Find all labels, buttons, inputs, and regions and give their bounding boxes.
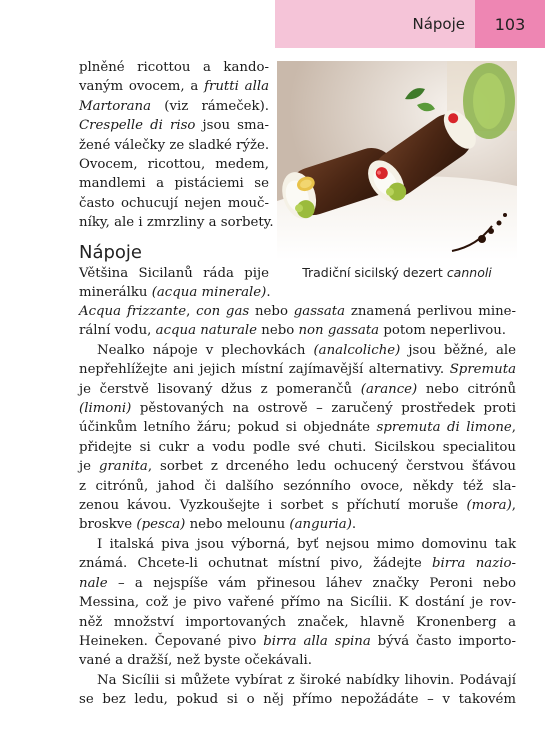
text-line: nepřehlížejte ani jejich místní zajímavější alternativy. Spremuta [79,362,516,378]
text-line: Heineken. Čepované pivo birra alla spina bývá často importo- [79,633,516,649]
text-line: minerálku (acqua minerale). [79,285,271,301]
section-heading: Nápoje [79,242,143,263]
intro-text [79,264,269,303]
text-line: je čerstvě lisovaný džus z pomerančů (arance) nebo citrónů [79,381,517,397]
text-line: (limoni) pěstovaných na ostrově – zaručený prostředek proti [79,401,516,417]
text-line: Martorana (viz rámeček). [79,98,269,114]
text-line: účinkům letního žáru; pokud si objednáte spremuta di limone, [79,420,516,436]
text-line: Nealko nápoje v plechovkách (analcoliche) jsou běžné, ale [97,342,517,358]
text-line: plněné ricottou a kando- [79,60,269,75]
text-line: přidejte si cukr a vodu podle své chuti. Sicilskou specialitou [79,439,516,455]
main-text [79,302,516,710]
paragraph [79,341,516,535]
text-line: broskve (pesca) nebo melounu (anguria). [79,517,357,533]
text-line: žené válečky ze sladké rýže. [79,137,270,153]
text-line: níky, ale i zmrzliny a sorbety. [79,215,274,231]
text-line: Ovocem, ricottou, medem, [79,157,269,173]
section-title: Nápoje [275,0,475,48]
text-line: vaným ovocem, a frutti alla [79,79,270,95]
text-line: Crespelle di riso jsou sma- [79,118,269,134]
paragraph [79,302,516,341]
text-line: mandlemi a pistáciemi se [79,176,269,192]
left-column-text [79,58,274,233]
text-line: známá. Chcete-li ochutnat místní pivo, žádejte birra nazio- [79,556,516,572]
cannoli-photo [277,61,517,260]
photo-caption: Tradiční sicilský dezert cannoli [302,265,492,280]
paragraph [79,535,516,671]
text-line: nale – a nejspíše vám přinesou láhev značky Peroni nebo [79,575,516,591]
page-header [275,0,545,48]
text-line: Na Sicílii si můžete vybírat z široké nabídky lihovin. Podávají [97,672,516,688]
paragraph [79,671,516,710]
text-line: často ochucují nejen mouč- [79,195,269,211]
text-line: zenou kávou. Vyzkoušejte i sorbet s příchutí moruše (mora), [79,498,516,514]
text-line: něž množství importovaných značek, hlavně Kronenberg a [79,614,516,630]
page-number: 103 [475,0,545,48]
text-line: vané a dražší, než byste očekávali. [79,653,313,669]
text-line: Messina, což je pivo vařené přímo na Sicílii. K dostání je rov- [79,595,516,611]
text-line: Většina Sicilanů ráda pije [79,266,269,281]
text-line: I italská piva jsou výborná, byť nejsou mimo domovinu tak [97,536,516,552]
text-line: z citrónů, jahod či dalšího sezónního ovoce, někdy též sla- [79,478,516,494]
text-line: se bez ledu, pokud si o něj přímo nepožádáte – v takovém [79,692,516,708]
text-line: Acqua frizzante, con gas nebo gassata znamená perlivou mine- [79,304,516,319]
text-line: rální vodu, acqua naturale nebo non gassata potom neperlivou. [79,323,507,339]
text-line: je granita, sorbet z drceného ledu ochucený čerstvou šťávou [79,459,516,475]
